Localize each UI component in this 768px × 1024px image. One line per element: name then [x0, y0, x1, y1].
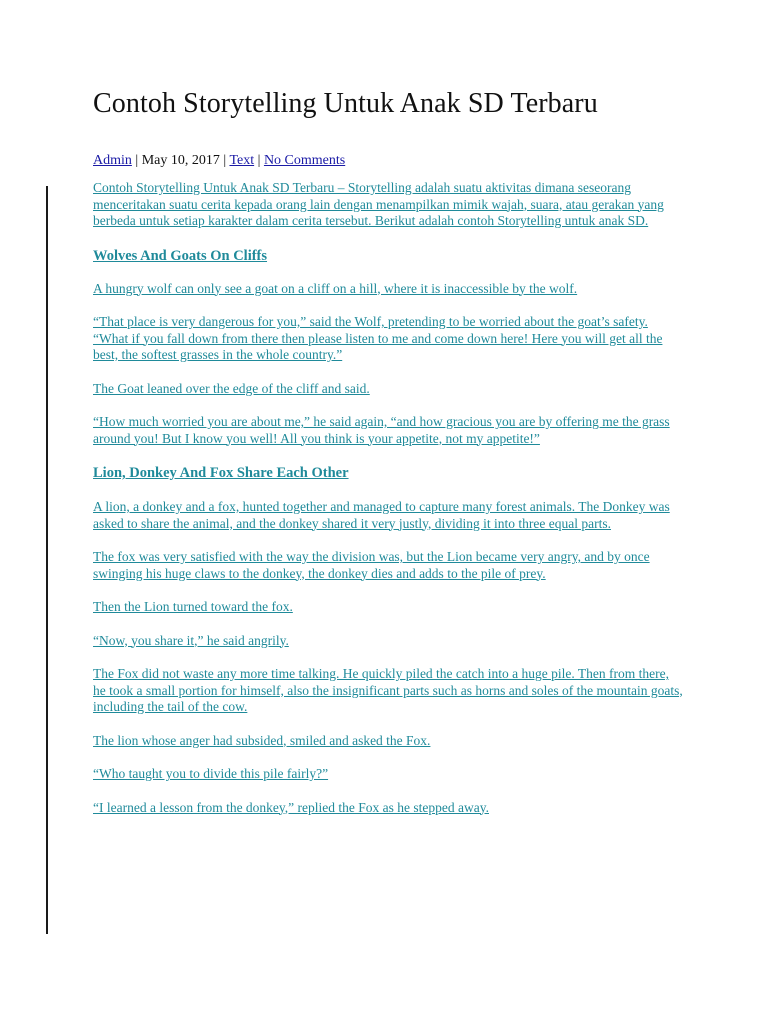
story2-p4-text: “Now, you share it,” he said angrily.: [93, 632, 289, 648]
comments-link[interactable]: No Comments: [263, 153, 346, 168]
story1-p2-text: “That place is very dangerous for you,” said the Wolf, pretending to be worried about the goat’s safety. “What if you fall down from there then please listen to me and come down here! Here you will get all the best, the softest grasses in the whole country.”: [93, 314, 663, 362]
meta-separator: |: [219, 153, 230, 168]
story2-p3-text: Then the Lion turned toward the fox.: [93, 599, 293, 614]
story1-p4-text: “How much worried you are about me,” he said again, “and how gracious you are by offering me the grass around you! But I know you well! All you think is your appetite, not my appetite!”: [93, 414, 670, 446]
story1-p1-text: A hungry wolf can only see a goat on a cliff on a hill, where it is inaccessible by the wolf.: [93, 280, 578, 296]
article-content: [93, 88, 683, 816]
author-link[interactable]: Admin: [93, 153, 132, 168]
story1-heading[interactable]: [93, 247, 683, 265]
story2-heading[interactable]: [93, 464, 683, 482]
post-meta: [93, 152, 683, 170]
story1-paragraph-2[interactable]: [93, 314, 683, 364]
story2-paragraph-5[interactable]: [93, 666, 683, 716]
intro-paragraph[interactable]: [93, 180, 683, 230]
story1-paragraph-1[interactable]: [93, 281, 683, 298]
story2-p5-text: The Fox did not waste any more time talking. He quickly piled the catch into a huge pile. Then from there, he took a small portion for himself, also the insignificant parts such as horns and soles of the mountain goats, including the tail of the cow.: [93, 666, 683, 714]
story2-paragraph-4[interactable]: [93, 633, 683, 650]
story2-paragraph-6[interactable]: [93, 733, 683, 750]
page-title: Contoh Storytelling Untuk Anak SD Terbaru: [93, 88, 598, 119]
story2-p2-text: The fox was very satisfied with the way the division was, but the Lion became very angry, and by once swinging his huge claws to the donkey, the donkey dies and adds to the pile of prey.: [93, 549, 650, 581]
story2-paragraph-1[interactable]: [93, 499, 683, 532]
story2-p7-text: “Who taught you to divide this pile fairly?”: [93, 766, 329, 781]
margin-rule: [46, 186, 48, 934]
story1-heading-text: Wolves And Goats On Cliffs: [93, 247, 268, 264]
category-link[interactable]: Text: [229, 153, 255, 168]
story2-paragraph-3[interactable]: [93, 599, 683, 616]
intro-text: Contoh Storytelling Untuk Anak SD Terbaru – Storytelling adalah suatu aktivitas dimana seseorang menceritakan suatu cerita kepada orang lain dengan menampilkan mimik wajah, suara, atau gerakan yang berbeda untuk setiap karakter dalam cerita tersebut. Berikut adalah contoh Storytelling untuk anak SD.: [93, 180, 664, 228]
story2-heading-text: Lion, Donkey And Fox Share Each Other: [93, 465, 349, 481]
story1-paragraph-3[interactable]: [93, 381, 683, 398]
post-date: May 10, 2017: [141, 153, 220, 168]
story2-p6-text: The lion whose anger had subsided, smiled and asked the Fox.: [93, 732, 431, 748]
meta-separator: |: [254, 153, 264, 168]
story1-p3-text: The Goat leaned over the edge of the cliff and said.: [93, 380, 370, 396]
story2-paragraph-2[interactable]: [93, 549, 683, 582]
meta-separator: |: [131, 153, 142, 168]
story2-paragraph-8[interactable]: [93, 800, 683, 817]
story2-p8-text: “I learned a lesson from the donkey,” replied the Fox as he stepped away.: [93, 799, 489, 815]
story2-p1-text: A lion, a donkey and a fox, hunted together and managed to capture many forest animals. The Donkey was asked to share the animal, and the donkey shared it very justly, dividing it into three equal parts.: [93, 499, 670, 531]
story1-paragraph-4[interactable]: [93, 414, 683, 447]
story2-paragraph-7[interactable]: [93, 766, 683, 783]
